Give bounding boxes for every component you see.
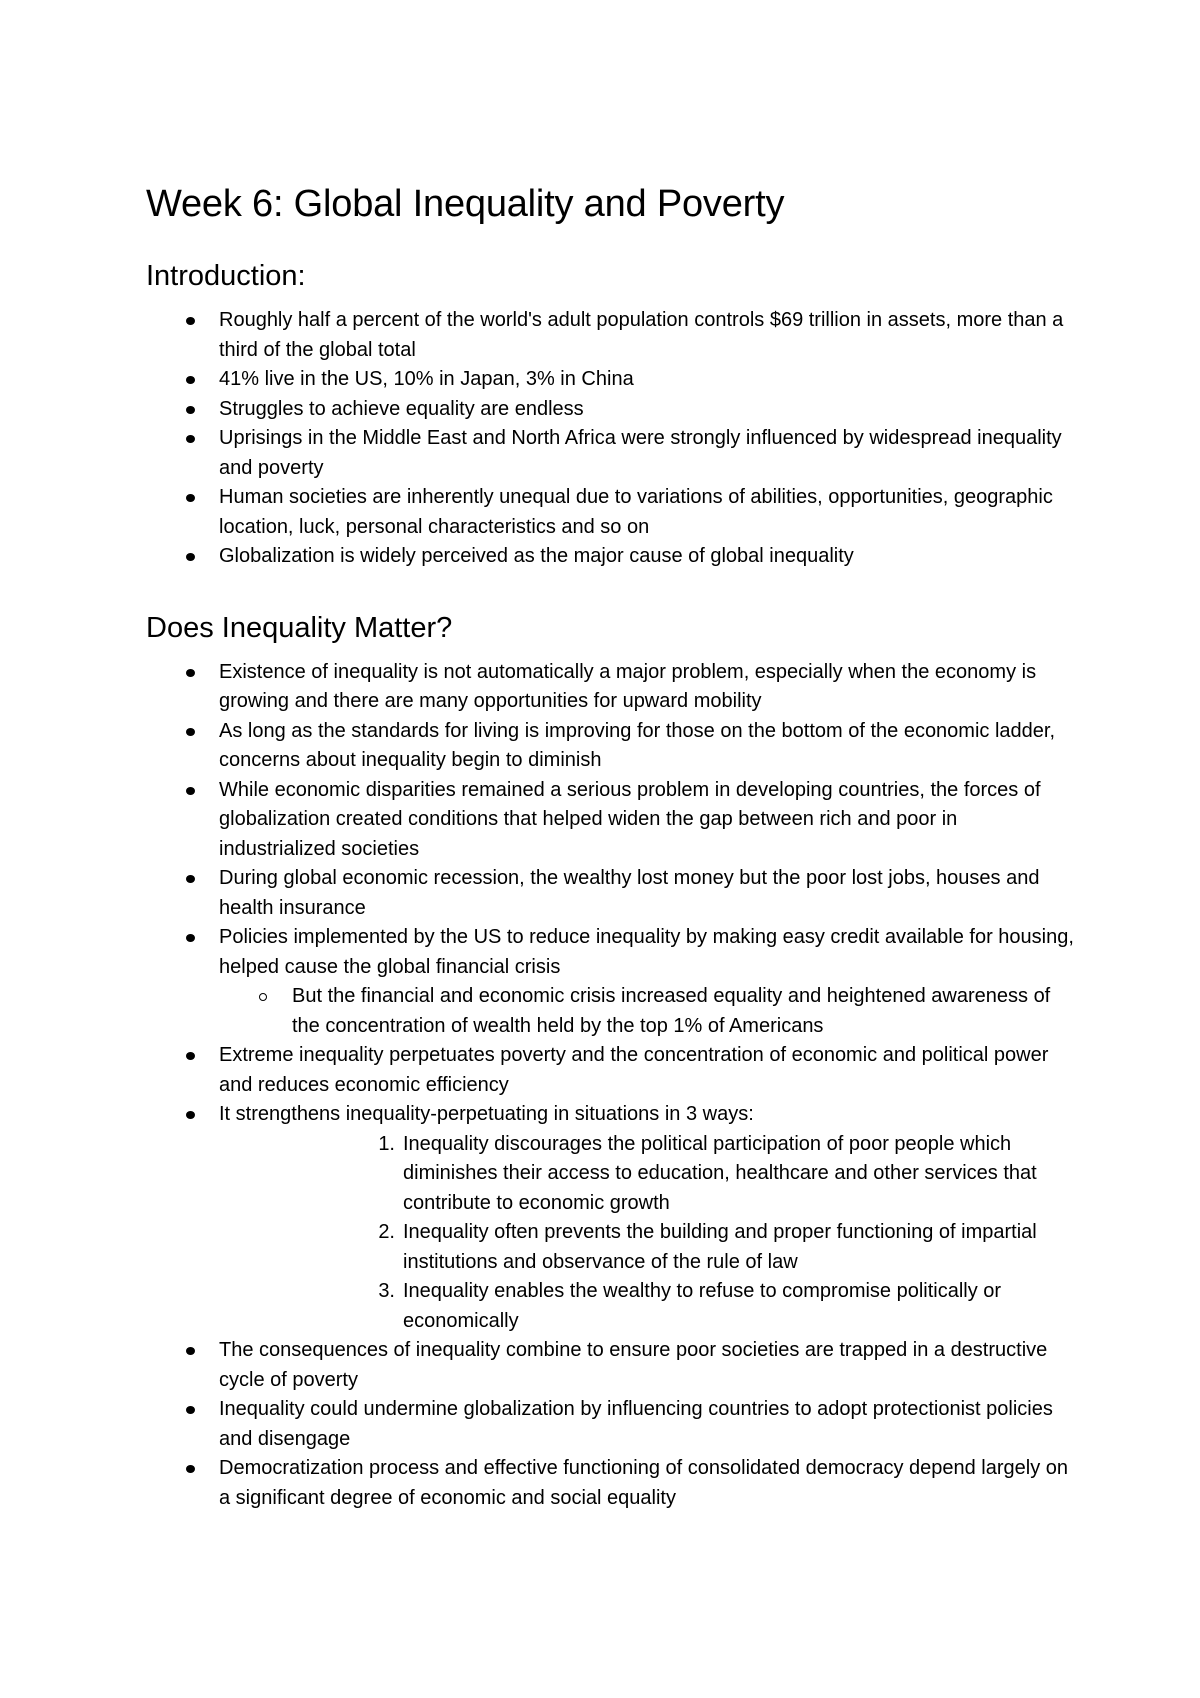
list-item: Extreme inequality perpetuates poverty and the concentration of economic and political power and reduces economic efficiency (146, 1041, 1076, 1100)
bullet-icon (186, 376, 195, 384)
list-item: During global economic recession, the wealthy lost money but the poor lost jobs, houses and health insurance (146, 864, 1076, 923)
numbered-item: 1. Inequality discourages the political participation of poor people which diminishes their access to education, healthcare and other services that contribute to economic growth (365, 1130, 1076, 1219)
introduction-list (146, 306, 1076, 572)
list-item: Human societies are inherently unequal due to variations of abilities, opportunities, geographic location, luck, personal characteristics and so on (146, 483, 1076, 542)
bullet-icon (186, 934, 195, 942)
list-item: Struggles to achieve equality are endless (146, 395, 1076, 425)
numbered-item: 2. Inequality often prevents the building and proper functioning of impartial institutions and observance of the rule of law (365, 1218, 1076, 1277)
bullet-icon (186, 1465, 195, 1473)
bullet-icon (186, 1347, 195, 1355)
bullet-icon (186, 435, 195, 443)
list-item: Globalization is widely perceived as the major cause of global inequality (146, 542, 1076, 572)
list-item: It strengthens inequality-perpetuating in situations in 3 ways: 1. Inequality discourages the political participation of poor people which diminishes their access to education, healthcare and other services that contribute to economic growth 2. Inequality often prevents the building and proper functioning of impartial institutions and observance of the rule of law 3. Inequality enables the wealthy to refuse to compromise politically or economically (146, 1100, 1076, 1336)
bullet-icon (186, 1052, 195, 1060)
sub-list (219, 982, 1076, 1041)
bullet-icon (186, 1111, 195, 1119)
list-item: Roughly half a percent of the world's adult population controls $69 trillion in assets, more than a third of the global total (146, 306, 1076, 365)
sub-list-item: But the financial and economic crisis increased equality and heightened awareness of the concentration of wealth held by the top 1% of Americans (219, 982, 1076, 1041)
bullet-icon (186, 787, 195, 795)
list-item: 41% live in the US, 10% in Japan, 3% in China (146, 365, 1076, 395)
bullet-icon (186, 494, 195, 502)
bullet-icon (186, 553, 195, 561)
list-item: Existence of inequality is not automatically a major problem, especially when the economy is growing and there are many opportunities for upward mobility (146, 658, 1076, 717)
does-inequality-matter-list (146, 658, 1076, 1514)
list-item: Democratization process and effective functioning of consolidated democracy depend largely on a significant degree of economic and social equality (146, 1454, 1076, 1513)
document-page (146, 180, 1076, 1513)
section-heading-introduction: Introduction: (146, 260, 306, 292)
section-heading-does-inequality-matter: Does Inequality Matter? (146, 611, 453, 644)
bullet-icon (186, 406, 195, 414)
list-item: Uprisings in the Middle East and North Africa were strongly influenced by widespread inequality and poverty (146, 424, 1076, 483)
numbered-list (365, 1130, 1076, 1337)
hollow-bullet-icon (259, 993, 267, 1001)
bullet-icon (186, 875, 195, 883)
list-item: As long as the standards for living is improving for those on the bottom of the economic ladder, concerns about inequality begin to diminish (146, 717, 1076, 776)
page-title: Week 6: Global Inequality and Poverty (146, 183, 785, 225)
list-item: While economic disparities remained a serious problem in developing countries, the forces of globalization created conditions that helped widen the gap between rich and poor in industrialized societies (146, 776, 1076, 865)
item-number: 3. (378, 1280, 395, 1302)
bullet-icon (186, 669, 195, 677)
item-number: 1. (378, 1132, 395, 1155)
list-item: The consequences of inequality combine to ensure poor societies are trapped in a destructive cycle of poverty (146, 1336, 1076, 1395)
bullet-icon (186, 317, 195, 325)
bullet-icon (186, 728, 195, 736)
list-item: Inequality could undermine globalization by influencing countries to adopt protectionist policies and disengage (146, 1395, 1076, 1454)
bullet-icon (186, 1406, 195, 1414)
item-number: 2. (378, 1221, 395, 1243)
numbered-item: 3. Inequality enables the wealthy to refuse to compromise politically or economically (365, 1277, 1076, 1336)
list-item: Policies implemented by the US to reduce inequality by making easy credit available for housing, helped cause the global financial crisis But the financial and economic crisis increased equality and heightened awareness of the concentration of wealth held by the top 1% of Americans (146, 923, 1076, 1041)
